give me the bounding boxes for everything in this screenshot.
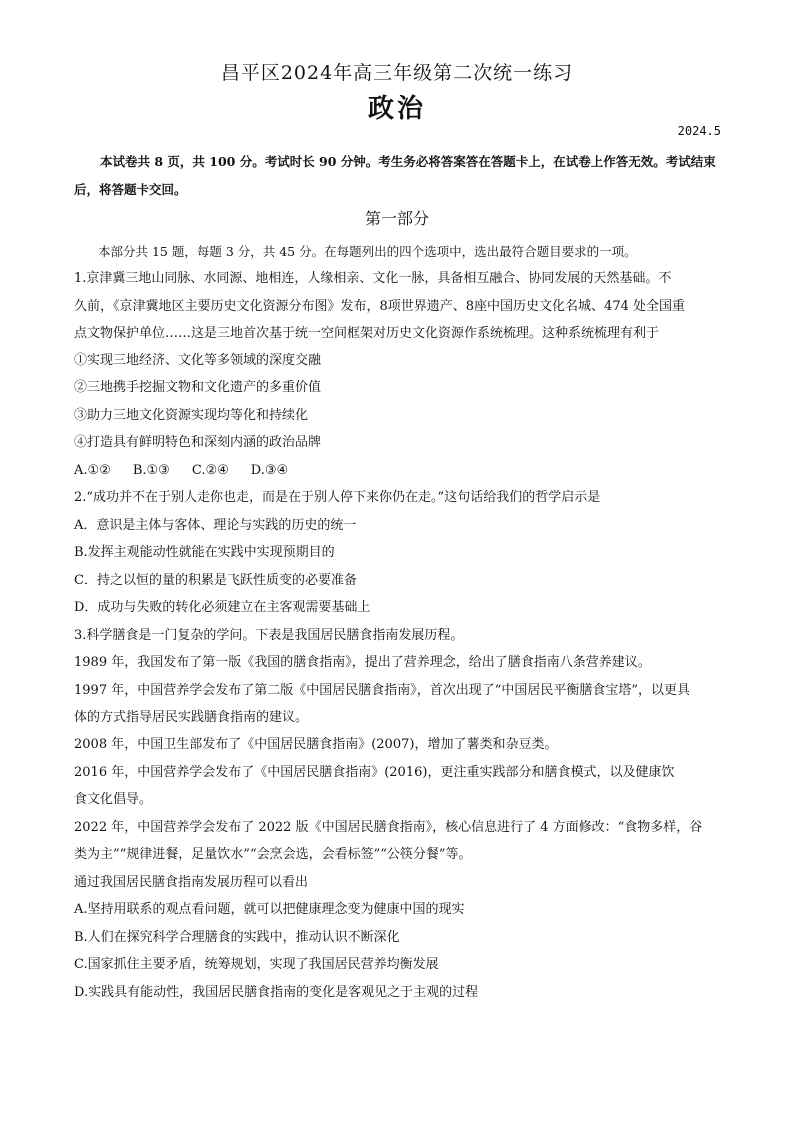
q1-stem-line1: 1.京津冀三地山同脉、水同源、地相连，人缘相亲、文化一脉，具备相互融合、协同发展的天然基础。不 [74, 271, 672, 286]
q1-option-c: C.②④ [191, 463, 229, 478]
q1-option-d: D.③④ [250, 463, 289, 478]
q3-question: 通过我国居民膳食指南发展历程可以看出 [74, 875, 309, 890]
q3-timeline-2022-line1: 2022 年，中国营养学会发布了 2022 版《中国居民膳食指南》，核心信息进行了 4 方面修改：“食物多样，谷 [74, 820, 703, 835]
subject-title: 政治 [367, 94, 426, 124]
q1-option-b: B.①③ [132, 463, 170, 478]
q2-option-a: A．意识是主体与客体、理论与实践的历史的统一 [74, 518, 357, 533]
q3-timeline-1997-line1: 1997 年，中国营养学会发布了第二版《中国居民膳食指南》，首次出现了“中国居民平衡膳食宝塔”，以更具 [74, 683, 691, 698]
q1-item: ③助力三地文化资源实现均等化和持续化 [74, 408, 309, 423]
q1-item: ②三地携手挖掘文物和文化遗产的多重价值 [74, 380, 322, 395]
part-intro: 本部分共 15 题，每题 3 分，共 45 分。在每题列出的四个选项中，选出最符合题目要求的一项。 [98, 244, 637, 259]
q1-option-a: A.①② [74, 463, 111, 478]
q2-stem: 2.“成功并不在于别人走你也走，而是在于别人停下来你仍在走。”这句话给我们的哲学启示是 [74, 490, 601, 505]
q1-stem-line3: 点文物保护单位……这是三地首次基于统一空间框架对历史文化资源作系统梳理。这种系统梳理有利于 [74, 326, 660, 341]
q1-stem-line2: 久前，《京津冀地区主要历史文化资源分布图》发布，8项世界遗产、8座中国历史文化名城、474 处全国重 [74, 299, 685, 314]
q3-timeline-2016-line2: 食文化倡导。 [74, 792, 153, 807]
exam-instructions: 本试卷共 8 页，共 100 分。考试时长 90 分钟。考生务必将答案答在答题卡上，在试卷上作答无效。考试结束后，将答题卡交回。 [74, 154, 716, 197]
q3-timeline-1997-line2: 体的方式指导居民实践膳食指南的建议。 [74, 710, 309, 725]
q3-option-d: D.实践具有能动性，我国居民膳食指南的变化是客观见之于主观的过程 [74, 985, 479, 1000]
q3-option-c: C.国家抓住主要矛盾，统筹规划，实现了我国居民营养均衡发展 [74, 957, 439, 972]
q1-item: ①实现三地经济、文化等多领域的深度交融 [74, 353, 322, 368]
q1-item: ④打造具有鲜明特色和深刻内涵的政治品牌 [74, 435, 322, 450]
exam-title: 昌平区2024年高三年级第二次统一练习 [220, 62, 574, 84]
q2-option-d: D．成功与失败的转化必须建立在主客观需要基础上 [74, 600, 371, 615]
q1-options [74, 463, 726, 479]
q3-timeline-2016-line1: 2016 年，中国营养学会发布了《中国居民膳食指南》(2016)，更注重实践部分和膳食模式，以及健康饮 [74, 765, 675, 780]
q3-timeline-2022-line2: 类为主”“规律进餐，足量饮水”“会烹会选，会看标签”“公筷分餐”等。 [74, 847, 472, 862]
q2-option-c: C．持之以恒的量的积累是飞跃性质变的必要准备 [74, 573, 357, 588]
part-title: 第一部分 [364, 209, 429, 228]
q3-timeline-1989: 1989 年，我国发布了第一版《我国的膳食指南》，提出了营养理念，给出了膳食指南八条营养建议。 [74, 655, 651, 670]
q2-option-b: B.发挥主观能动性就能在实践中实现预期目的 [74, 545, 335, 560]
q3-option-b: B.人们在探究科学合理膳食的实践中，推动认识不断深化 [74, 930, 400, 945]
q3-timeline-2008: 2008 年，中国卫生部发布了《中国居民膳食指南》(2007)，增加了薯类和杂豆类。 [74, 737, 558, 752]
exam-date: 2024.5 [677, 124, 721, 138]
q3-option-a: A.坚持用联系的观点看问题，就可以把健康理念变为健康中国的现实 [74, 902, 465, 917]
q3-stem: 3.科学膳食是一门复杂的学问。下表是我国居民膳食指南发展历程。 [74, 628, 464, 643]
